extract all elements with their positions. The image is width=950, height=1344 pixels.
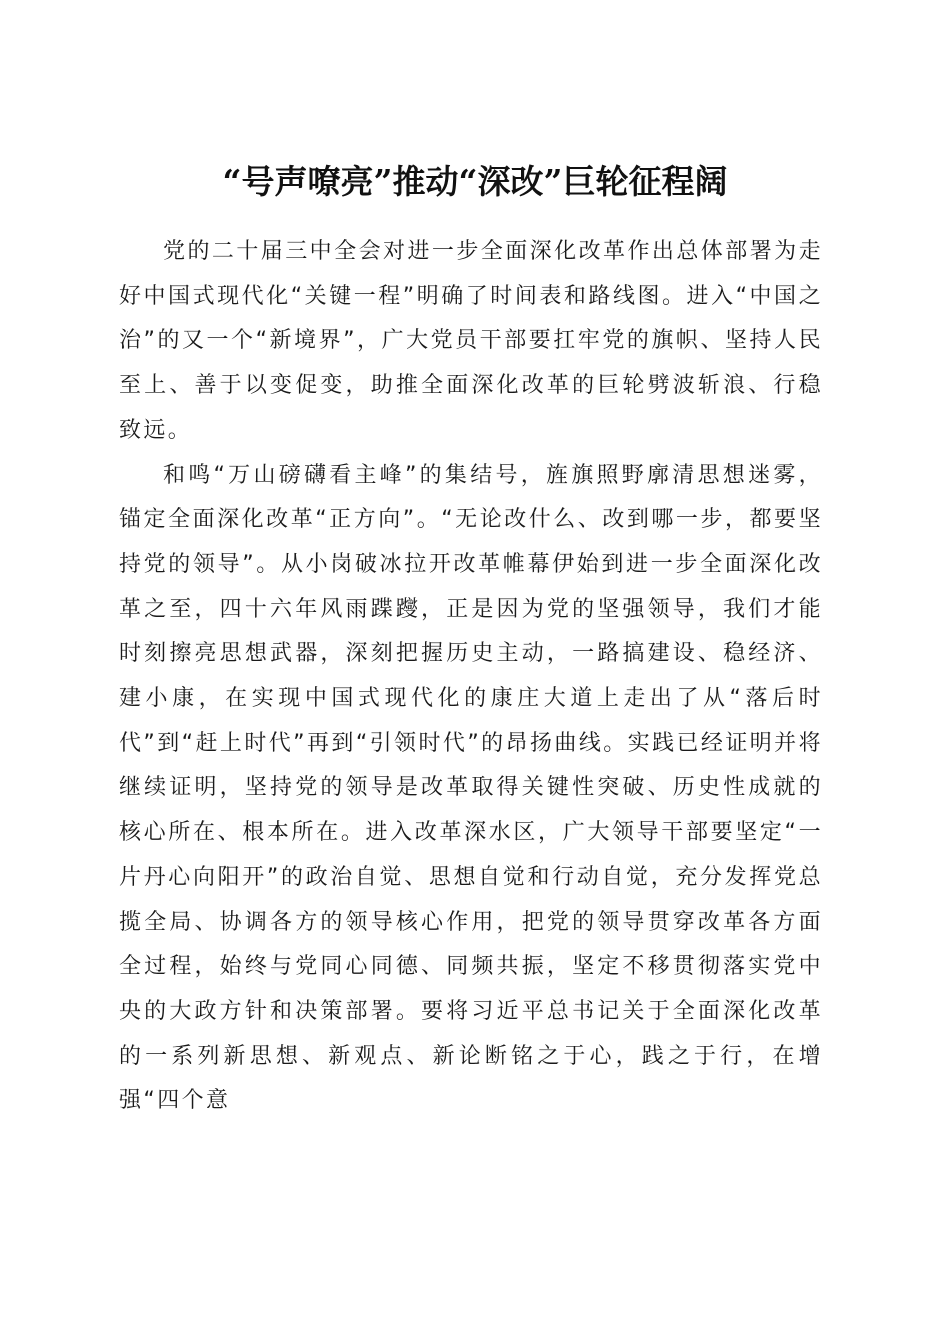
paragraph-2: 和鸣“万山磅礴看主峰”的集结号，旌旗照野廓清思想迷雾，锚定全面深化改革“正方向”。“无论改什么、改到哪一步，都要坚持党的领导”。从小岗破冰拉开改革帷幕伊始到进一步全面深化改革之至，四十六年风雨蹀躞，正是因为党的坚强领导，我们才能时刻擦亮思想武器，深刻把握历史主动，一路搞建设、稳经济、建小康，在实现中国式现代化的康庄大道上走出了从“落后时代”到“赶上时代”再到“引领时代”的昂扬曲线。实践已经证明并将继续证明，坚持党的领导是改革取得关键性突破、历史性成就的核心所在、根本所在。进入改革深水区，广大领导干部要坚定“一片丹心向阳开”的政治自觉、思想自觉和行动自觉，充分发挥党总揽全局、协调各方的领导核心作用，把党的领导贯穿改革各方面全过程，始终与党同心同德、同频共振，坚定不移贯彻落实党中央的大政方针和决策部署。要将习近平总书记关于全面深化改革的一系列新思想、新观点、新论断铭之于心，践之于行，在增强“四个意	[119, 462, 823, 1114]
paragraph-1: 党的二十届三中全会对进一步全面深化改革作出总体部署为走好中国式现代化“关键一程”明确了时间表和路线图。进入“中国之治”的又一个“新境界”，广大党员干部要扛牢党的旗帜、坚持人民至上、善于以变促变，助推全面深化改革的巨轮劈波斩浪、行稳致远。	[119, 239, 823, 443]
document-body	[119, 230, 823, 1124]
document-title: “号声嘹亮”推动“深改”巨轮征程阔	[222, 162, 728, 202]
